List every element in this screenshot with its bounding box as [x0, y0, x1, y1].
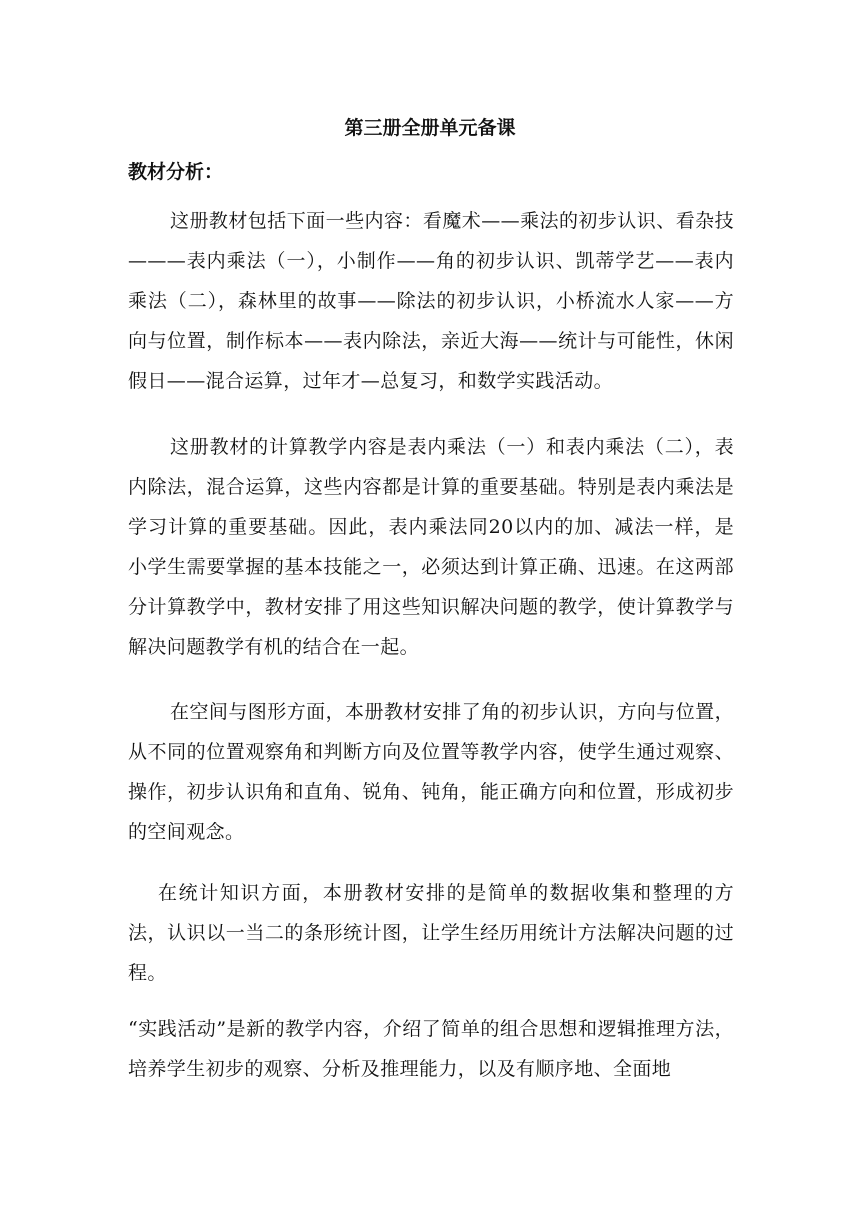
paragraph-calculation: 这册教材的计算教学内容是表内乘法（一）和表内乘法（二），表内除法，混合运算，这些内容都是计算的重要基础。特别是表内乘法是学习计算的重要基础。因此，表内乘法同20以内的加、减法一样，是小学生需要掌握的基本技能之一，必须达到计算正确、迅速。在这两部分计算教学中，教材安排了用这些知识解决问题的教学，使计算教学与解决问题教学有机的结合在一起。 [128, 436, 734, 658]
section-heading: 教材分析： [128, 161, 224, 183]
paragraph-space-geometry: 在空间与图形方面，本册教材安排了角的初步认识，方向与位置，从不同的位置观察角和判断方向及位置等教学内容，使学生通过观察、操作，初步认识角和直角、锐角、钝角，能正确方向和位置，形成初步的空间观念。 [128, 701, 734, 843]
paragraph-content-overview: 这册教材包括下面一些内容：看魔术——乘法的初步认识、看杂技———表内乘法（一），小制作——角的初步认识、凯蒂学艺——表内乘法（二），森林里的故事——除法的初步认识，小桥流水人家——方向与位置，制作标本——表内除法，亲近大海——统计与可能性，休闲假日——混合运算，过年才—总复习，和数学实践活动。 [128, 210, 734, 392]
paragraph-practice-activity: “实践活动”是新的教学内容，介绍了简单的组合思想和逻辑推理方法，培养学生初步的观察、分析及推理能力，以及有顺序地、全面地 [128, 1018, 734, 1080]
paragraph-statistics: 在统计知识方面，本册教材安排的是简单的数据收集和整理的方法，认识以一当二的条形统计图，让学生经历用统计方法解决问题的过程。 [128, 882, 734, 984]
document-title: 第三册全册单元备课 [344, 117, 516, 139]
